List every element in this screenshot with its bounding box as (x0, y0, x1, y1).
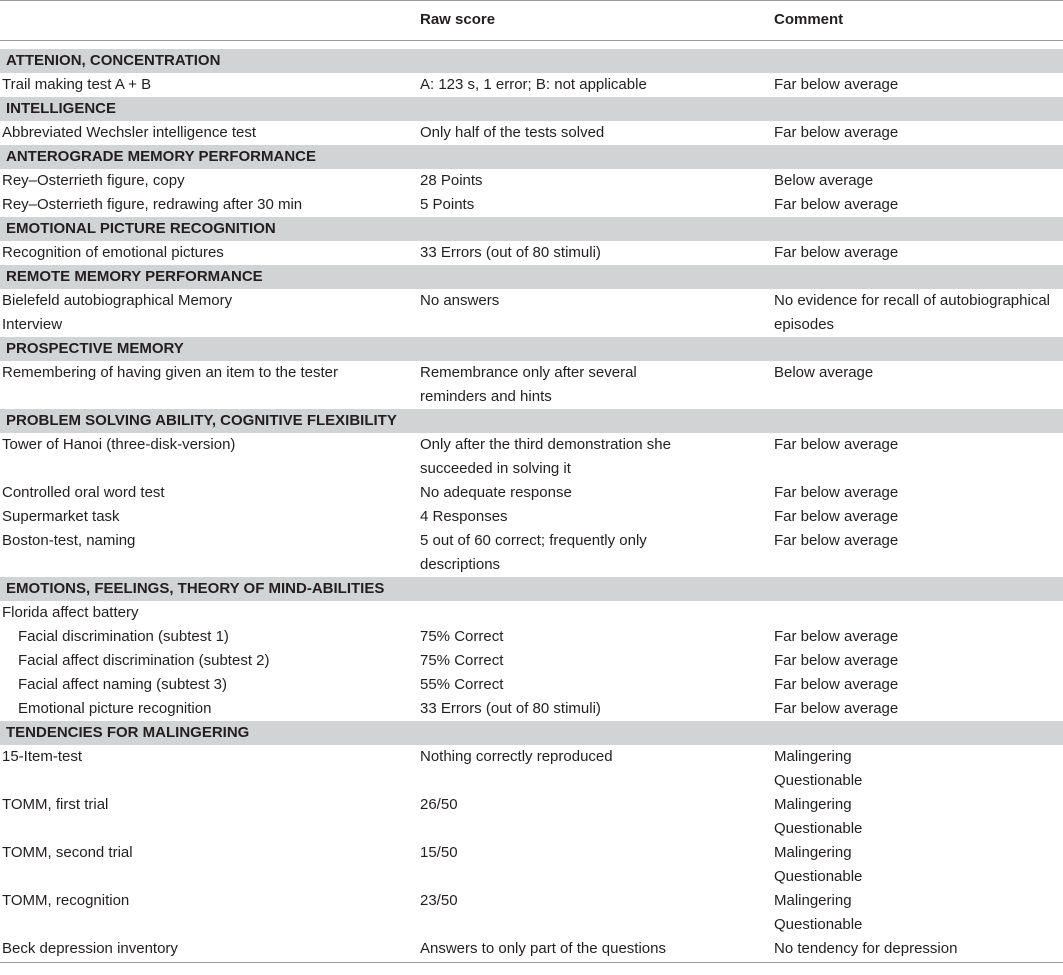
section-title: TENDENCIES FOR MALINGERING (6, 724, 250, 741)
raw-score: 75% Correct (420, 628, 504, 645)
raw-score: Remembrance only after several reminders and hints (420, 364, 637, 405)
table-row (0, 841, 1063, 889)
section-header (0, 97, 1063, 121)
test-name: Facial discrimination (subtest 1) (18, 628, 229, 645)
comment: Malingering Questionable (774, 892, 863, 933)
comment: Far below average (774, 676, 899, 693)
test-name: Florida affect battery (2, 604, 139, 621)
section-header (0, 49, 1063, 73)
test-name: Tower of Hanoi (three-disk-version) (2, 436, 236, 453)
comment: Far below average (774, 652, 899, 669)
test-name: Boston-test, naming (2, 532, 136, 549)
raw-score: Nothing correctly reproduced (420, 748, 613, 765)
test-name: TOMM, recognition (2, 892, 130, 909)
comment: Far below average (774, 244, 899, 261)
raw-score: 33 Errors (out of 80 stimuli) (420, 244, 601, 261)
comment: No evidence for recall of autobiographical episodes (774, 292, 1050, 333)
test-name: Bielefeld autobiographical Memory Interview (2, 292, 233, 333)
section-title: PROBLEM SOLVING ABILITY, COGNITIVE FLEXIBILITY (6, 412, 397, 429)
raw-score: A: 123 s, 1 error; B: not applicable (420, 76, 647, 93)
raw-score: 55% Correct (420, 676, 504, 693)
header-comment: Comment (774, 11, 844, 28)
table-row (0, 625, 1063, 649)
raw-score: Only after the third demonstration she succeeded in solving it (420, 436, 671, 477)
test-name: Remembering of having given an item to the tester (2, 364, 339, 381)
test-name: Rey–Osterrieth figure, redrawing after 30 min (2, 196, 303, 213)
comment: Malingering Questionable (774, 748, 863, 789)
table-row (0, 433, 1063, 481)
table-bottom-rule (0, 962, 1063, 963)
section-header (0, 337, 1063, 361)
test-name: Rey–Osterrieth figure, copy (2, 172, 185, 189)
raw-score: 75% Correct (420, 652, 504, 669)
test-name: 15-Item-test (2, 748, 83, 765)
comment: Far below average (774, 196, 899, 213)
raw-score: 5 out of 60 correct; frequently only descriptions (420, 532, 647, 573)
section-title: ATTENION, CONCENTRATION (6, 52, 221, 69)
raw-score: 23/50 (420, 892, 458, 909)
table-row (0, 673, 1063, 697)
comment: Far below average (774, 484, 899, 501)
section-header (0, 577, 1063, 601)
table-top-rule (0, 0, 1063, 1)
comment: Far below average (774, 436, 899, 453)
section-title: ANTEROGRADE MEMORY PERFORMANCE (6, 148, 317, 165)
test-name: Facial affect discrimination (subtest 2) (18, 652, 270, 669)
test-name: Abbreviated Wechsler intelligence test (2, 124, 257, 141)
table-row (0, 745, 1063, 793)
table-row (0, 601, 1063, 625)
test-name: Recognition of emotional pictures (2, 244, 224, 261)
table-row (0, 361, 1063, 409)
comment: Far below average (774, 532, 899, 549)
section-title: EMOTIONAL PICTURE RECOGNITION (6, 220, 276, 237)
test-name: Controlled oral word test (2, 484, 165, 501)
table-row (0, 889, 1063, 937)
section-header (0, 145, 1063, 169)
section-header (0, 217, 1063, 241)
test-name: Emotional picture recognition (18, 700, 212, 717)
raw-score: 15/50 (420, 844, 458, 861)
section-header (0, 721, 1063, 745)
raw-score: No adequate response (420, 484, 572, 501)
table-row (0, 697, 1063, 721)
comment: Below average (774, 172, 874, 189)
section-header (0, 409, 1063, 433)
raw-score: Only half of the tests solved (420, 124, 605, 141)
table-row (0, 529, 1063, 577)
test-name: TOMM, first trial (2, 796, 109, 813)
table-row (0, 937, 1063, 961)
test-name: Trail making test A + B (2, 76, 152, 93)
table-row (0, 505, 1063, 529)
section-title: REMOTE MEMORY PERFORMANCE (6, 268, 263, 285)
table-row (0, 241, 1063, 265)
table-row (0, 481, 1063, 505)
raw-score: 33 Errors (out of 80 stimuli) (420, 700, 601, 717)
raw-score: 28 Points (420, 172, 483, 189)
raw-score: 4 Responses (420, 508, 508, 525)
test-name: Facial affect naming (subtest 3) (18, 676, 227, 693)
comment: Below average (774, 364, 874, 381)
comment: Far below average (774, 700, 899, 717)
header-raw-score: Raw score (420, 11, 496, 28)
comment: Far below average (774, 508, 899, 525)
raw-score: No answers (420, 292, 500, 309)
raw-score: 5 Points (420, 196, 475, 213)
test-name: Supermarket task (2, 508, 120, 525)
table-row (0, 289, 1063, 337)
table-row (0, 73, 1063, 97)
section-title: PROSPECTIVE MEMORY (6, 340, 184, 357)
test-name: TOMM, second trial (2, 844, 133, 861)
section-title: INTELLIGENCE (6, 100, 117, 117)
raw-score: 26/50 (420, 796, 458, 813)
comment: Malingering Questionable (774, 844, 863, 885)
table-row (0, 169, 1063, 193)
comment: Far below average (774, 124, 899, 141)
comment: Malingering Questionable (774, 796, 863, 837)
section-title: EMOTIONS, FEELINGS, THEORY OF MIND-ABILITIES (6, 580, 385, 597)
table-row (0, 793, 1063, 841)
raw-score: Answers to only part of the questions (420, 940, 666, 957)
comment: Far below average (774, 76, 899, 93)
comment: No tendency for depression (774, 940, 958, 957)
section-header (0, 265, 1063, 289)
table-row (0, 121, 1063, 145)
table-row (0, 193, 1063, 217)
comment: Far below average (774, 628, 899, 645)
header-bottom-rule (0, 40, 1063, 41)
table-row (0, 649, 1063, 673)
test-name: Beck depression inventory (2, 940, 178, 957)
